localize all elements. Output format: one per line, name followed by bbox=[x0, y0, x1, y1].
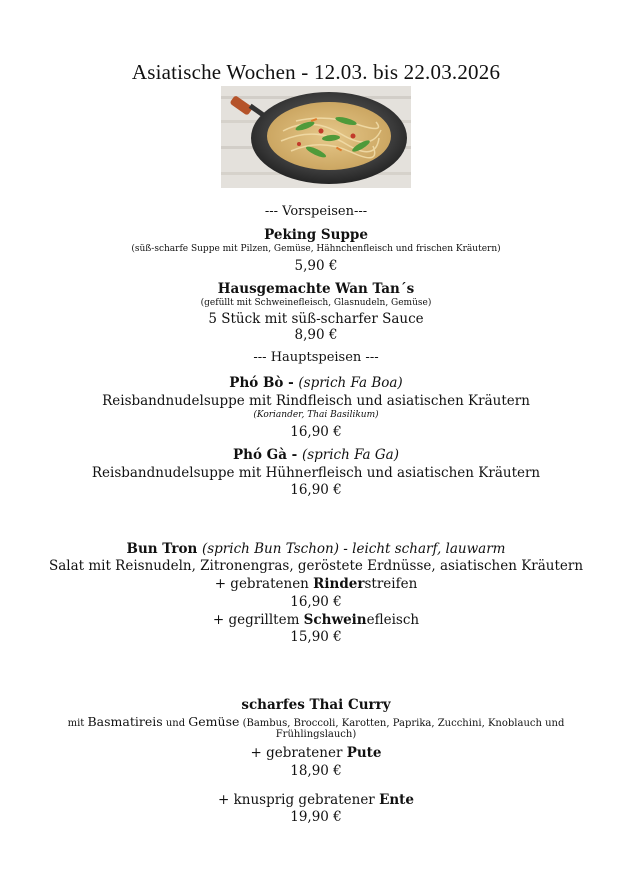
option-price-schweinefleisch: 15,90 € bbox=[290, 629, 342, 645]
dish-desc-pho-bo: Reisbandnudelsuppe mit Rindfleisch und asiatischen Kräutern bbox=[102, 393, 530, 409]
dish-desc-wan-tans: (gefüllt mit Schweinefleisch, Glasnudeln, Gemüse) bbox=[200, 298, 432, 308]
option-price-ente: 19,90 € bbox=[290, 809, 342, 825]
section-header-vorspeisen: --- Vorspeisen--- bbox=[264, 204, 368, 219]
option-pute: + gebratener Pute bbox=[250, 745, 382, 761]
dish-desc-peking-suppe: (süß-scharfe Suppe mit Pilzen, Gemüse, Hähnchenfleisch und frischen Kräutern) bbox=[131, 244, 501, 254]
option-rinderstreifen: + gebratenen Rinderstreifen bbox=[214, 576, 418, 592]
dish-note-pho-bo: (Koriander, Thai Basilikum) bbox=[253, 410, 379, 420]
dish-name-pho-bo: Phó Bò - (sprich Fa Boa) bbox=[229, 375, 403, 391]
option-ente: + knusprig gebratener Ente bbox=[217, 792, 414, 808]
dish-detail-wan-tans: 5 Stück mit süß-scharfer Sauce bbox=[208, 311, 424, 327]
dish-name-pho-ga: Phó Gà - (sprich Fa Ga) bbox=[233, 447, 399, 463]
dish-price-peking-suppe: 5,90 € bbox=[294, 258, 338, 274]
page-title: Asiatische Wochen - 12.03. bis 22.03.2026 bbox=[131, 60, 501, 84]
dish-name-thai-curry: scharfes Thai Curry bbox=[241, 697, 391, 713]
dish-desc-pho-ga: Reisbandnudelsuppe mit Hühnerfleisch und asiatischen Kräutern bbox=[91, 465, 541, 481]
section-header-hauptspeisen: --- Hauptspeisen --- bbox=[253, 350, 379, 365]
option-price-pute: 18,90 € bbox=[290, 763, 342, 779]
wok-noodles-photo bbox=[221, 86, 411, 188]
dish-price-pho-bo: 16,90 € bbox=[290, 424, 342, 440]
option-schweinefleisch: + gegrilltem Schweinefleisch bbox=[212, 612, 420, 628]
dish-name-bun-tron: Bun Tron (sprich Bun Tschon) - leicht scharf, lauwarm bbox=[126, 541, 506, 557]
option-price-rinderstreifen: 16,90 € bbox=[290, 594, 342, 610]
dish-desc-thai-curry: mit Basmatireis und Gemüse (Bambus, Broccoli, Karotten, Paprika, Zucchini, Knoblauch und bbox=[67, 714, 565, 729]
dish-name-peking-suppe: Peking Suppe bbox=[264, 227, 368, 243]
dish-desc-bun-tron: Salat mit Reisnudeln, Zitronengras, geröstete Erdnüsse, asiatischen Kräutern bbox=[48, 558, 584, 574]
dish-price-wan-tans: 8,90 € bbox=[294, 327, 338, 343]
dish-name-wan-tans: Hausgemachte Wan Tan´s bbox=[217, 281, 415, 297]
dish-desc-thai-curry-cont: Frühlingslauch) bbox=[275, 729, 357, 740]
dish-price-pho-ga: 16,90 € bbox=[290, 482, 342, 498]
